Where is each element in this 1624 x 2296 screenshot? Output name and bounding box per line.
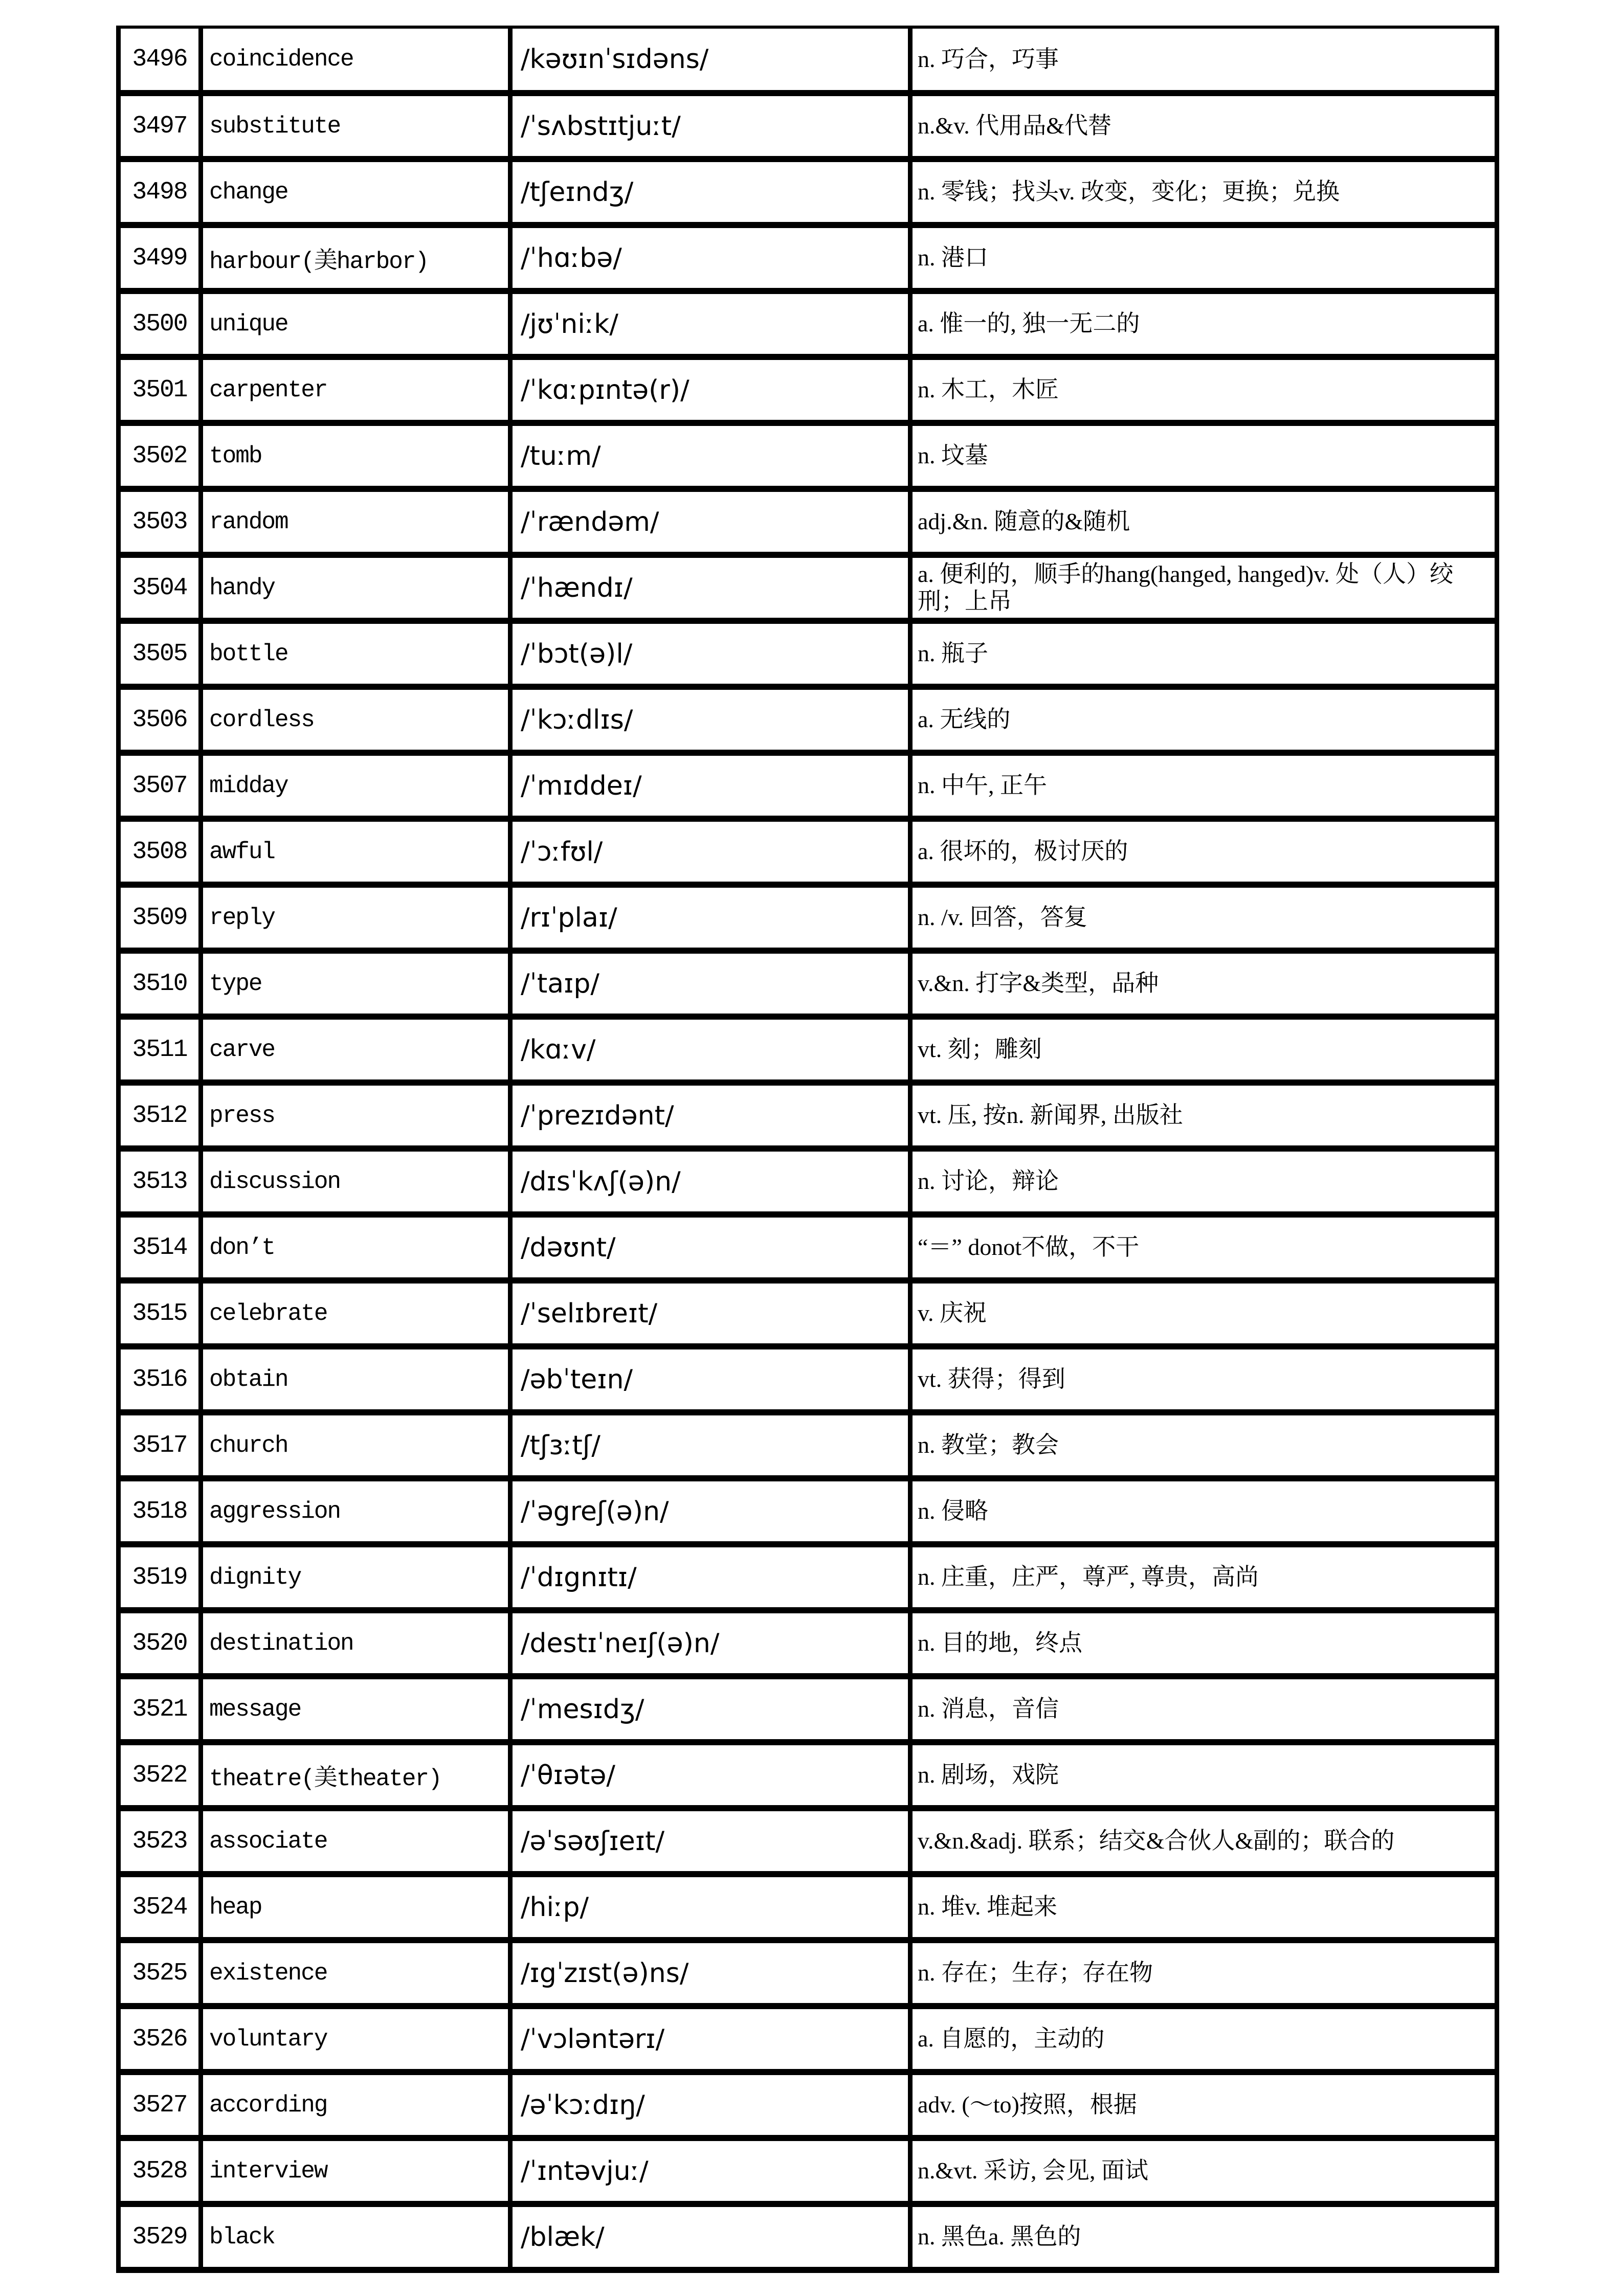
word-cell: carpenter bbox=[201, 357, 510, 423]
row-number-cell: 3512 bbox=[119, 1083, 201, 1149]
table-row bbox=[119, 1676, 1497, 1742]
table-row bbox=[119, 93, 1497, 159]
phonetic-cell: /kəʊɪnˈsɪdəns/ bbox=[510, 27, 910, 93]
phonetic-cell: /ˈmɪddeɪ/ bbox=[510, 753, 910, 819]
word-cell: midday bbox=[201, 753, 510, 819]
row-number-cell: 3522 bbox=[119, 1742, 201, 1808]
row-number-cell: 3524 bbox=[119, 1874, 201, 1940]
row-number-cell: 3502 bbox=[119, 423, 201, 489]
row-number-cell: 3496 bbox=[119, 27, 201, 93]
table-row bbox=[119, 2204, 1497, 2270]
word-cell: type bbox=[201, 951, 510, 1017]
word-cell: cordless bbox=[201, 687, 510, 753]
row-number-cell: 3521 bbox=[119, 1676, 201, 1742]
meaning-cell: n. 港口 bbox=[910, 225, 1497, 291]
phonetic-cell: /ˈtaɪp/ bbox=[510, 951, 910, 1017]
phonetic-cell: /ˈrændəm/ bbox=[510, 489, 910, 555]
word-cell: voluntary bbox=[201, 2006, 510, 2072]
phonetic-cell: /ˈdɪgnɪtɪ/ bbox=[510, 1544, 910, 1610]
phonetic-cell: /hiːp/ bbox=[510, 1874, 910, 1940]
table-row bbox=[119, 2138, 1497, 2204]
word-cell: tomb bbox=[201, 423, 510, 489]
meaning-cell: n. 中午, 正午 bbox=[910, 753, 1497, 819]
meaning-cell: a. 自愿的，主动的 bbox=[910, 2006, 1497, 2072]
table-row bbox=[119, 753, 1497, 819]
row-number-cell: 3501 bbox=[119, 357, 201, 423]
row-number-cell: 3520 bbox=[119, 1610, 201, 1676]
table-row bbox=[119, 819, 1497, 885]
meaning-cell: a. 惟一的, 独一无二的 bbox=[910, 291, 1497, 357]
word-cell: substitute bbox=[201, 93, 510, 159]
phonetic-cell: /tʃɜːtʃ/ bbox=[510, 1412, 910, 1478]
meaning-cell: a. 无线的 bbox=[910, 687, 1497, 753]
meaning-cell: a. 很坏的，极讨厌的 bbox=[910, 819, 1497, 885]
table-row bbox=[119, 1083, 1497, 1149]
row-number-cell: 3515 bbox=[119, 1280, 201, 1346]
table-row bbox=[119, 1544, 1497, 1610]
row-number-cell: 3506 bbox=[119, 687, 201, 753]
word-cell: destination bbox=[201, 1610, 510, 1676]
phonetic-cell: /ɪgˈzɪst(ə)ns/ bbox=[510, 1940, 910, 2006]
row-number-cell: 3505 bbox=[119, 621, 201, 687]
word-cell: bottle bbox=[201, 621, 510, 687]
row-number-cell: 3526 bbox=[119, 2006, 201, 2072]
table-row bbox=[119, 1412, 1497, 1478]
word-cell: don’t bbox=[201, 1214, 510, 1280]
word-cell: handy bbox=[201, 555, 510, 621]
phonetic-cell: /əˈsəʊʃɪeɪt/ bbox=[510, 1808, 910, 1874]
row-number-cell: 3529 bbox=[119, 2204, 201, 2270]
word-cell: carve bbox=[201, 1017, 510, 1083]
phonetic-cell: /ˈɔːfʊl/ bbox=[510, 819, 910, 885]
phonetic-cell: /ˈsʌbstɪtjuːt/ bbox=[510, 93, 910, 159]
table-row bbox=[119, 291, 1497, 357]
row-number-cell: 3510 bbox=[119, 951, 201, 1017]
row-number-cell: 3518 bbox=[119, 1478, 201, 1544]
meaning-cell: n. 庄重，庄严，尊严, 尊贵，高尚 bbox=[910, 1544, 1497, 1610]
phonetic-cell: /ˈəgreʃ(ə)n/ bbox=[510, 1478, 910, 1544]
word-cell: celebrate bbox=[201, 1280, 510, 1346]
table-row bbox=[119, 1017, 1497, 1083]
meaning-cell: n. /v. 回答，答复 bbox=[910, 885, 1497, 951]
row-number-cell: 3507 bbox=[119, 753, 201, 819]
phonetic-cell: /tuːm/ bbox=[510, 423, 910, 489]
row-number-cell: 3516 bbox=[119, 1346, 201, 1412]
row-number-cell: 3514 bbox=[119, 1214, 201, 1280]
vocabulary-table bbox=[116, 26, 1499, 2273]
meaning-cell: n. 坟墓 bbox=[910, 423, 1497, 489]
table-row bbox=[119, 1874, 1497, 1940]
word-cell: change bbox=[201, 159, 510, 225]
row-number-cell: 3509 bbox=[119, 885, 201, 951]
phonetic-cell: /ˈɪntəvjuː/ bbox=[510, 2138, 910, 2204]
table-row bbox=[119, 687, 1497, 753]
meaning-cell: adj.&n. 随意的&随机 bbox=[910, 489, 1497, 555]
phonetic-cell: /tʃeɪndʒ/ bbox=[510, 159, 910, 225]
meaning-cell: n. 教堂；教会 bbox=[910, 1412, 1497, 1478]
meaning-cell: v.&n. 打字&类型，品种 bbox=[910, 951, 1497, 1017]
row-number-cell: 3527 bbox=[119, 2072, 201, 2138]
table-row bbox=[119, 423, 1497, 489]
row-number-cell: 3525 bbox=[119, 1940, 201, 2006]
word-cell: harbour(美harbor) bbox=[201, 225, 510, 291]
table-row bbox=[119, 1808, 1497, 1874]
vocabulary-table-body bbox=[119, 27, 1497, 2270]
word-cell: interview bbox=[201, 2138, 510, 2204]
row-number-cell: 3517 bbox=[119, 1412, 201, 1478]
phonetic-cell: /ˈmesɪdʒ/ bbox=[510, 1676, 910, 1742]
table-row bbox=[119, 357, 1497, 423]
meaning-cell: n. 侵略 bbox=[910, 1478, 1497, 1544]
word-cell: unique bbox=[201, 291, 510, 357]
phonetic-cell: /kɑːv/ bbox=[510, 1017, 910, 1083]
table-row bbox=[119, 1478, 1497, 1544]
meaning-cell: n. 木工，木匠 bbox=[910, 357, 1497, 423]
word-cell: obtain bbox=[201, 1346, 510, 1412]
phonetic-cell: /ˈkɔːdlɪs/ bbox=[510, 687, 910, 753]
word-cell: theatre(美theater) bbox=[201, 1742, 510, 1808]
phonetic-cell: /ˈprezɪdənt/ bbox=[510, 1083, 910, 1149]
word-cell: coincidence bbox=[201, 27, 510, 93]
row-number-cell: 3511 bbox=[119, 1017, 201, 1083]
meaning-cell: vt. 获得；得到 bbox=[910, 1346, 1497, 1412]
word-cell: existence bbox=[201, 1940, 510, 2006]
row-number-cell: 3499 bbox=[119, 225, 201, 291]
row-number-cell: 3497 bbox=[119, 93, 201, 159]
meaning-cell: “＝” donot不做，不干 bbox=[910, 1214, 1497, 1280]
row-number-cell: 3498 bbox=[119, 159, 201, 225]
row-number-cell: 3503 bbox=[119, 489, 201, 555]
table-row bbox=[119, 621, 1497, 687]
table-row bbox=[119, 27, 1497, 93]
phonetic-cell: /ˈhændɪ/ bbox=[510, 555, 910, 621]
row-number-cell: 3523 bbox=[119, 1808, 201, 1874]
meaning-cell: vt. 刻；雕刻 bbox=[910, 1017, 1497, 1083]
meaning-cell: n. 存在；生存；存在物 bbox=[910, 1940, 1497, 2006]
row-number-cell: 3519 bbox=[119, 1544, 201, 1610]
meaning-cell: adv. (～to)按照，根据 bbox=[910, 2072, 1497, 2138]
row-number-cell: 3500 bbox=[119, 291, 201, 357]
table-row bbox=[119, 1214, 1497, 1280]
meaning-cell: a. 便利的，顺手的hang(hanged, hanged)v. 处（人）绞刑；上吊 bbox=[910, 555, 1497, 621]
row-number-cell: 3504 bbox=[119, 555, 201, 621]
phonetic-cell: /jʊˈniːk/ bbox=[510, 291, 910, 357]
meaning-cell: v. 庆祝 bbox=[910, 1280, 1497, 1346]
table-row bbox=[119, 159, 1497, 225]
meaning-cell: n. 瓶子 bbox=[910, 621, 1497, 687]
table-row bbox=[119, 1280, 1497, 1346]
phonetic-cell: /əbˈteɪn/ bbox=[510, 1346, 910, 1412]
word-cell: discussion bbox=[201, 1149, 510, 1214]
word-cell: dignity bbox=[201, 1544, 510, 1610]
phonetic-cell: /destɪˈneɪʃ(ə)n/ bbox=[510, 1610, 910, 1676]
word-cell: aggression bbox=[201, 1478, 510, 1544]
meaning-cell: v.&n.&adj. 联系；结交&合伙人&副的；联合的 bbox=[910, 1808, 1497, 1874]
phonetic-cell: /ˈvɔləntərɪ/ bbox=[510, 2006, 910, 2072]
phonetic-cell: /ˈbɔt(ə)l/ bbox=[510, 621, 910, 687]
phonetic-cell: /dəʊnt/ bbox=[510, 1214, 910, 1280]
table-row bbox=[119, 1742, 1497, 1808]
phonetic-cell: /dɪsˈkʌʃ(ə)n/ bbox=[510, 1149, 910, 1214]
meaning-cell: n. 零钱；找头v. 改变，变化；更换；兑换 bbox=[910, 159, 1497, 225]
table-row bbox=[119, 1610, 1497, 1676]
row-number-cell: 3513 bbox=[119, 1149, 201, 1214]
meaning-cell: n.&v. 代用品&代替 bbox=[910, 93, 1497, 159]
word-cell: random bbox=[201, 489, 510, 555]
table-row bbox=[119, 885, 1497, 951]
table-row bbox=[119, 951, 1497, 1017]
table-row bbox=[119, 1346, 1497, 1412]
meaning-cell: n. 消息，音信 bbox=[910, 1676, 1497, 1742]
phonetic-cell: /blæk/ bbox=[510, 2204, 910, 2270]
word-cell: church bbox=[201, 1412, 510, 1478]
table-row bbox=[119, 489, 1497, 555]
meaning-cell: n. 黑色a. 黑色的 bbox=[910, 2204, 1497, 2270]
word-cell: press bbox=[201, 1083, 510, 1149]
word-cell: according bbox=[201, 2072, 510, 2138]
table-row bbox=[119, 2072, 1497, 2138]
phonetic-cell: /ˈhɑːbə/ bbox=[510, 225, 910, 291]
table-row bbox=[119, 225, 1497, 291]
phonetic-cell: /ˈselɪbreɪt/ bbox=[510, 1280, 910, 1346]
meaning-cell: n. 剧场，戏院 bbox=[910, 1742, 1497, 1808]
word-cell: heap bbox=[201, 1874, 510, 1940]
word-cell: reply bbox=[201, 885, 510, 951]
meaning-cell: n. 目的地，终点 bbox=[910, 1610, 1497, 1676]
word-cell: awful bbox=[201, 819, 510, 885]
phonetic-cell: /əˈkɔːdɪŋ/ bbox=[510, 2072, 910, 2138]
meaning-cell: vt. 压, 按n. 新闻界, 出版社 bbox=[910, 1083, 1497, 1149]
phonetic-cell: /ˈθɪətə/ bbox=[510, 1742, 910, 1808]
meaning-cell: n.&vt. 采访, 会见, 面试 bbox=[910, 2138, 1497, 2204]
meaning-cell: n. 堆v. 堆起来 bbox=[910, 1874, 1497, 1940]
table-row bbox=[119, 2006, 1497, 2072]
row-number-cell: 3508 bbox=[119, 819, 201, 885]
word-cell: message bbox=[201, 1676, 510, 1742]
row-number-cell: 3528 bbox=[119, 2138, 201, 2204]
phonetic-cell: /rɪˈplaɪ/ bbox=[510, 885, 910, 951]
table-row bbox=[119, 1940, 1497, 2006]
table-row bbox=[119, 555, 1497, 621]
word-cell: associate bbox=[201, 1808, 510, 1874]
word-cell: black bbox=[201, 2204, 510, 2270]
phonetic-cell: /ˈkɑːpɪntə(r)/ bbox=[510, 357, 910, 423]
table-row bbox=[119, 1149, 1497, 1214]
meaning-cell: n. 巧合，巧事 bbox=[910, 27, 1497, 93]
meaning-cell: n. 讨论，辩论 bbox=[910, 1149, 1497, 1214]
